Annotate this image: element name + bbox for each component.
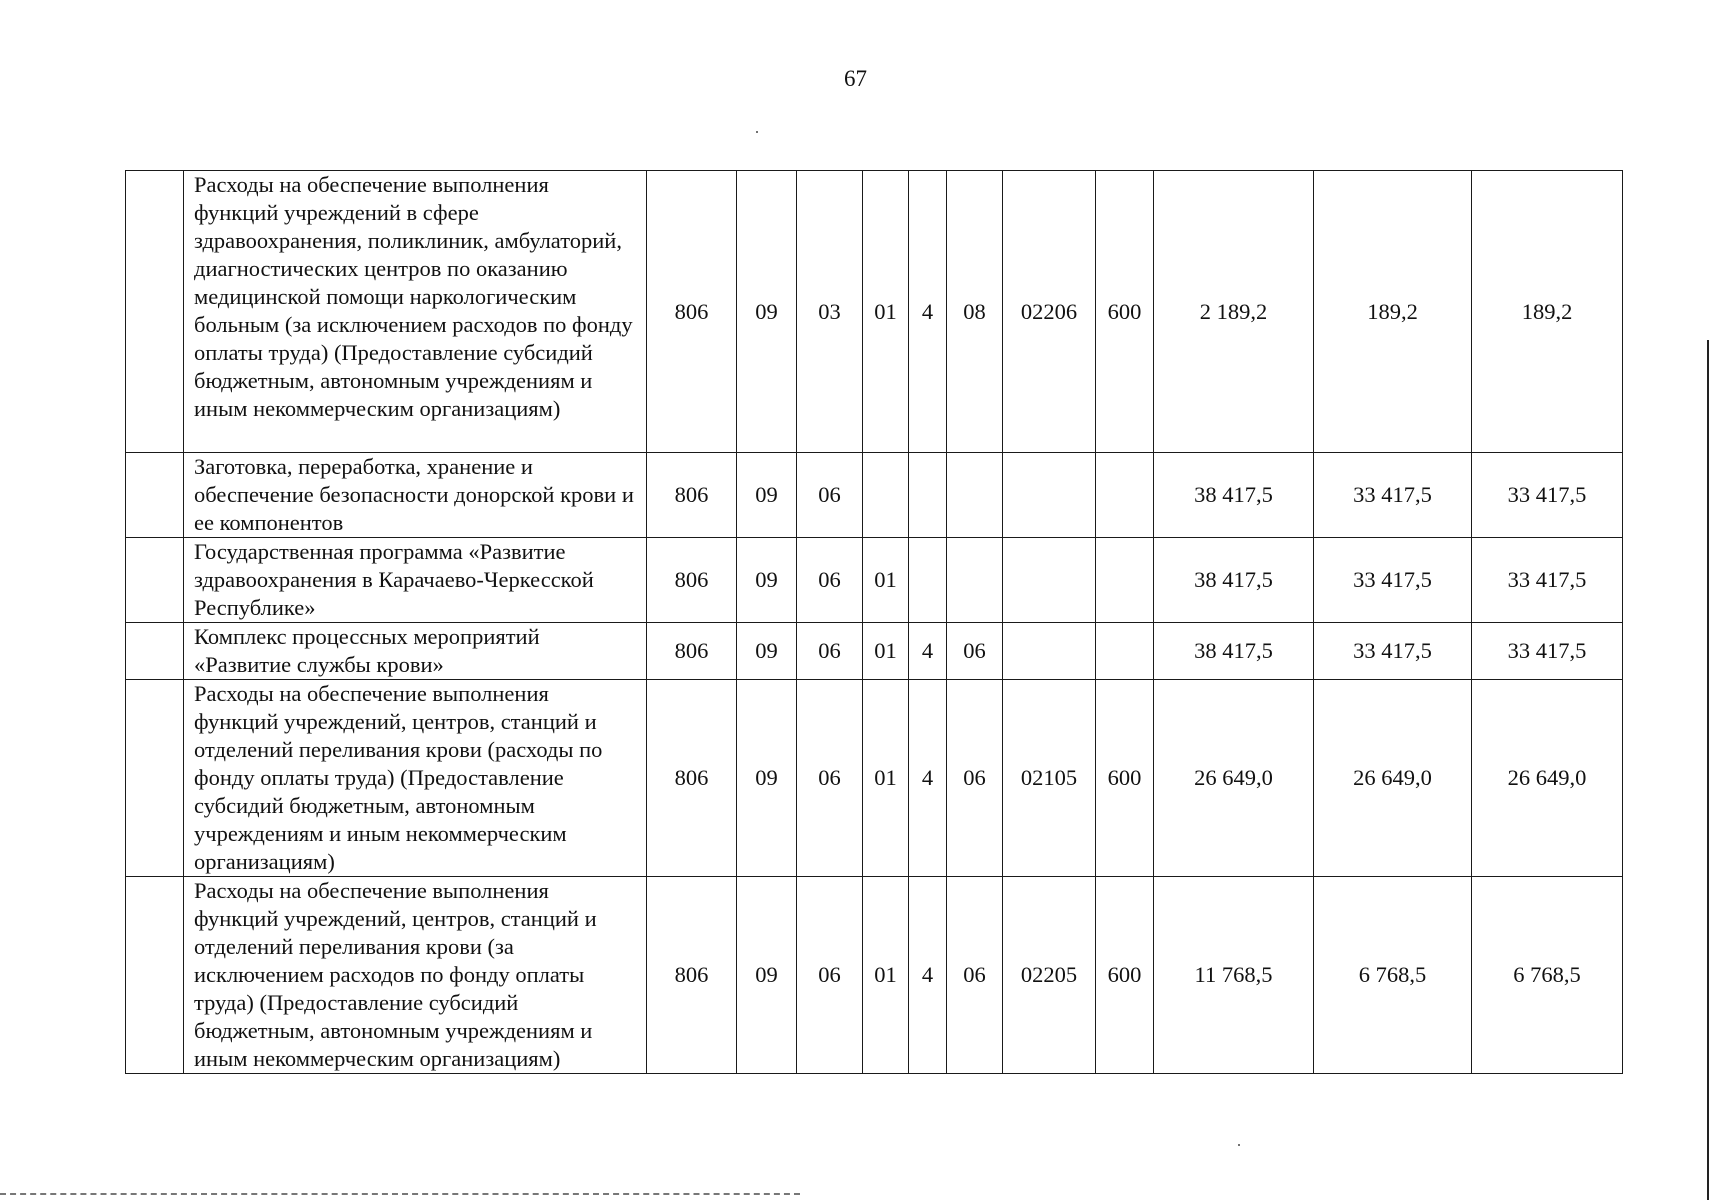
subsection-code: 06 bbox=[797, 680, 863, 877]
direction-code bbox=[1003, 623, 1096, 680]
ministry-code: 806 bbox=[647, 623, 737, 680]
subsection-code: 06 bbox=[797, 623, 863, 680]
subprogram-code: 06 bbox=[947, 680, 1003, 877]
amount-year-1: 2 189,2 bbox=[1154, 171, 1314, 453]
section-code: 09 bbox=[737, 171, 797, 453]
section-code: 09 bbox=[737, 453, 797, 538]
ministry-code: 806 bbox=[647, 680, 737, 877]
ministry-code: 806 bbox=[647, 877, 737, 1074]
program-type-code: 4 bbox=[909, 623, 947, 680]
amount-year-1: 11 768,5 bbox=[1154, 877, 1314, 1074]
amount-year-3: 33 417,5 bbox=[1472, 453, 1623, 538]
section-code: 09 bbox=[737, 623, 797, 680]
amount-year-2: 33 417,5 bbox=[1314, 623, 1472, 680]
expense-type-code bbox=[1096, 538, 1154, 623]
amount-year-2: 26 649,0 bbox=[1314, 680, 1472, 877]
ministry-code: 806 bbox=[647, 453, 737, 538]
subsection-code: 06 bbox=[797, 877, 863, 1074]
amount-year-1: 26 649,0 bbox=[1154, 680, 1314, 877]
program-code: 01 bbox=[863, 538, 909, 623]
scan-speck bbox=[756, 131, 758, 133]
table-row bbox=[126, 538, 1623, 623]
amount-year-3: 33 417,5 bbox=[1472, 538, 1623, 623]
expense-name: Расходы на обеспечение выполнения функций учреждений, центров, станций и отделений переливания крови (расходы по фонду оплаты труда) (Предоставление субсидий бюджетным, автономным учреждениям и иным некоммерческим организациям) bbox=[184, 680, 647, 877]
expense-type-code: 600 bbox=[1096, 171, 1154, 453]
ministry-code: 806 bbox=[647, 538, 737, 623]
subsection-code: 03 bbox=[797, 171, 863, 453]
program-code bbox=[863, 453, 909, 538]
table-row bbox=[126, 680, 1623, 877]
subprogram-code bbox=[947, 453, 1003, 538]
program-type-code: 4 bbox=[909, 877, 947, 1074]
row-number bbox=[126, 453, 184, 538]
direction-code: 02105 bbox=[1003, 680, 1096, 877]
table-row bbox=[126, 877, 1623, 1074]
expense-type-code bbox=[1096, 623, 1154, 680]
amount-year-2: 33 417,5 bbox=[1314, 453, 1472, 538]
subprogram-code: 06 bbox=[947, 623, 1003, 680]
amount-year-1: 38 417,5 bbox=[1154, 623, 1314, 680]
subsection-code: 06 bbox=[797, 453, 863, 538]
program-type-code: 4 bbox=[909, 680, 947, 877]
table-row bbox=[126, 623, 1623, 680]
amount-year-2: 189,2 bbox=[1314, 171, 1472, 453]
amount-year-3: 6 768,5 bbox=[1472, 877, 1623, 1074]
subsection-code: 06 bbox=[797, 538, 863, 623]
row-number bbox=[126, 538, 184, 623]
direction-code bbox=[1003, 538, 1096, 623]
subprogram-code: 06 bbox=[947, 877, 1003, 1074]
direction-code: 02205 bbox=[1003, 877, 1096, 1074]
expense-name: Заготовка, переработка, хранение и обеспечение безопасности донорской крови и ее компонентов bbox=[184, 453, 647, 538]
row-number bbox=[126, 171, 184, 453]
ministry-code: 806 bbox=[647, 171, 737, 453]
amount-year-1: 38 417,5 bbox=[1154, 538, 1314, 623]
section-code: 09 bbox=[737, 680, 797, 877]
expense-type-code: 600 bbox=[1096, 680, 1154, 877]
amount-year-1: 38 417,5 bbox=[1154, 453, 1314, 538]
page-number: 67 bbox=[844, 66, 867, 91]
row-number bbox=[126, 877, 184, 1074]
program-code: 01 bbox=[863, 680, 909, 877]
scan-bottom-line bbox=[0, 1193, 800, 1195]
amount-year-3: 26 649,0 bbox=[1472, 680, 1623, 877]
expense-name: Расходы на обеспечение выполнения функций учреждений в сфере здравоохранения, поликлиник, амбулаторий, диагностических центров по оказанию медицинской помощи наркологическим больным (за исключением расходов по фонду оплаты труда) (Предоставление субсидий бюджетным, автономным учреждениям и иным некоммерческим организациям) bbox=[184, 171, 647, 453]
section-code: 09 bbox=[737, 877, 797, 1074]
expense-name: Комплекс процессных мероприятий «Развитие службы крови» bbox=[184, 623, 647, 680]
scan-edge-line bbox=[1707, 340, 1709, 1200]
section-code: 09 bbox=[737, 538, 797, 623]
scan-speck bbox=[1238, 1144, 1240, 1146]
program-type-code bbox=[909, 538, 947, 623]
program-type-code bbox=[909, 453, 947, 538]
program-code: 01 bbox=[863, 623, 909, 680]
subprogram-code: 08 bbox=[947, 171, 1003, 453]
expense-type-code bbox=[1096, 453, 1154, 538]
table-row bbox=[126, 453, 1623, 538]
subprogram-code bbox=[947, 538, 1003, 623]
direction-code: 02206 bbox=[1003, 171, 1096, 453]
program-code: 01 bbox=[863, 171, 909, 453]
budget-table bbox=[125, 170, 1623, 1074]
table-row bbox=[126, 171, 1623, 453]
amount-year-2: 33 417,5 bbox=[1314, 538, 1472, 623]
row-number bbox=[126, 623, 184, 680]
expense-name: Государственная программа «Развитие здравоохранения в Карачаево-Черкесской Республике» bbox=[184, 538, 647, 623]
row-number bbox=[126, 680, 184, 877]
program-code: 01 bbox=[863, 877, 909, 1074]
amount-year-3: 33 417,5 bbox=[1472, 623, 1623, 680]
program-type-code: 4 bbox=[909, 171, 947, 453]
direction-code bbox=[1003, 453, 1096, 538]
expense-name: Расходы на обеспечение выполнения функций учреждений, центров, станций и отделений переливания крови (за исключением расходов по фонду оплаты труда) (Предоставление субсидий бюджетным, автономным учреждениям и иным некоммерческим организациям) bbox=[184, 877, 647, 1074]
expense-type-code: 600 bbox=[1096, 877, 1154, 1074]
amount-year-2: 6 768,5 bbox=[1314, 877, 1472, 1074]
amount-year-3: 189,2 bbox=[1472, 171, 1623, 453]
